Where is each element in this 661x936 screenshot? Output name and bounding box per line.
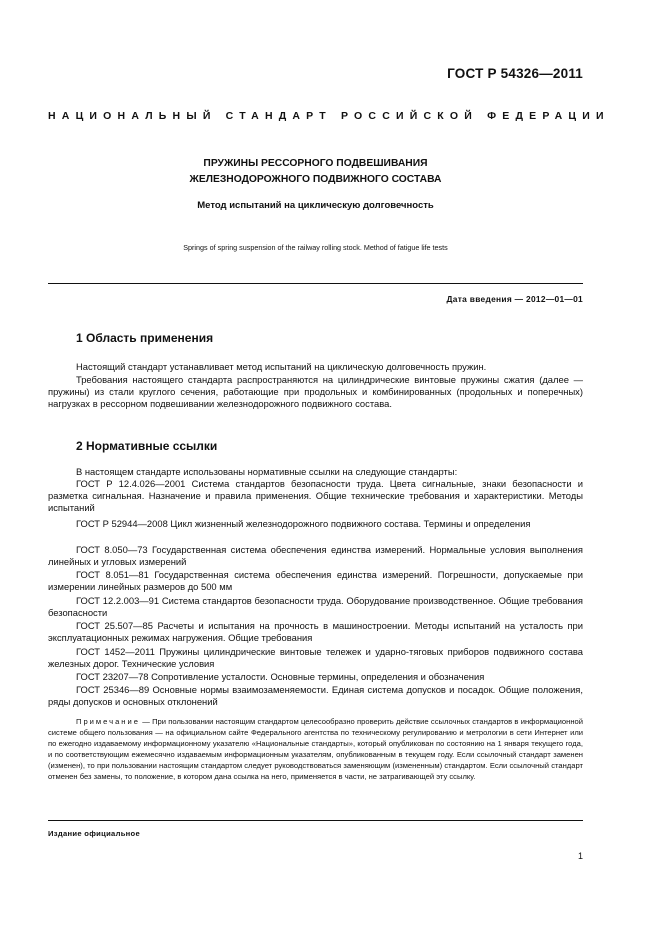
section-2-heading: 2 Нормативные ссылки (76, 439, 218, 453)
footer-divider (48, 820, 583, 821)
reference-item: ГОСТ 8.051—81 Государственная система обеспечения единства измерений. Погрешности, допускаемые при измерении линейных размеров до 500 мм (48, 569, 583, 592)
reference-item: ГОСТ 25.507—85 Расчеты и испытания на прочность в машиностроении. Методы испытаний на усталость при эксплуатационных режимах нагружения. Общие требования (48, 620, 583, 643)
document-title (48, 156, 583, 188)
english-title: Springs of spring suspension of the railway rolling stock. Method of fatigue life tests (183, 243, 448, 252)
title-line-2: ЖЕЛЕЗНОДОРОЖНОГО ПОДВИЖНОГО СОСТАВА (189, 174, 442, 185)
note-block (48, 717, 583, 782)
reference-item: ГОСТ 23207—78 Сопротивление усталости. Основные термины, определения и обозначения (76, 671, 485, 682)
section-1-heading: 1 Область применения (76, 331, 214, 345)
reference-item: ГОСТ Р 52944—2008 Цикл жизненный железнодорожного подвижного состава. Термины и определения (76, 518, 531, 529)
section-2-intro: В настоящем стандарте использованы нормативные ссылки на следующие стандарты: (76, 466, 458, 477)
edition-label: Издание официальное (48, 829, 141, 838)
document-subtitle: Метод испытаний на циклическую долговечность (197, 200, 434, 211)
reference-item: ГОСТ 1452—2011 Пружины цилиндрические винтовые тележек и ударно-тяговых приборов подвижного состава железных дорог. Технические условия (48, 646, 583, 669)
section-1-paragraph-1: Настоящий стандарт устанавливает метод испытаний на циклическую долговечность пружин. (76, 361, 487, 372)
reference-item: ГОСТ 8.050—73 Государственная система обеспечения единства измерений. Нормальные условия выполнения линейных и угловых измерений (48, 544, 583, 567)
note-text: — При пользовании настоящим стандартом целесообразно проверить действие ссылочных стандартов в информационной системе общего пользования — на официальном сайте Федерального агентства по техническому регулированию и метрологии в сети Интернет или по ежегодно издаваемому информационному указателю «Национальные стандарты», который опубликован по состоянию на 1 января текущего года, и по соответствующим ежемесячно издаваемым информационным указателям, опубликованным в текущем году. Если ссылочный стандарт заменен (изменен), то при пользовании настоящим стандартом следует руководствоваться заменяющим (измененным) стандартом. Если ссылочный стандарт отменен без замены, то положение, в котором дана ссылка на него, применяется в части, не затрагивающей эту ссылку. (48, 717, 583, 781)
reference-item: ГОСТ 12.2.003—91 Система стандартов безопасности труда. Оборудование производственное. Общие требования безопасности (48, 595, 583, 618)
page-number: 1 (577, 851, 583, 861)
national-standard-title: НАЦИОНАЛЬНЫЙ СТАНДАРТ РОССИЙСКОЙ ФЕДЕРАЦИИ (48, 110, 610, 122)
section-1-paragraph-2: Требования настоящего стандарта распространяются на цилиндрические винтовые пружины сжатия (далее — пружины) из стали круглого сечения, работающие при продольных и комбинированных (продольных и поперечных) нагрузках в рессорном подвешивании железнодорожного подвижного состава. (48, 374, 583, 409)
date-of-introduction: Дата введения — 2012—01—01 (446, 294, 583, 304)
reference-item: ГОСТ 25346—89 Основные нормы взаимозаменяемости. Единая система допусков и посадок. Общие положения, ряды допусков и основных отклонений (48, 684, 583, 707)
header-divider (48, 283, 583, 284)
reference-item: ГОСТ Р 12.4.026—2001 Система стандартов безопасности труда. Цвета сигнальные, знаки безопасности и разметка сигнальная. Назначение и правила применения. Общие технические требования и характеристики. Методы испытаний (48, 478, 583, 513)
title-line-1: ПРУЖИНЫ РЕССОРНОГО ПОДВЕШИВАНИЯ (203, 158, 428, 169)
gost-number: ГОСТ Р 54326—2011 (447, 66, 583, 81)
note-label: Примечание (76, 717, 140, 726)
